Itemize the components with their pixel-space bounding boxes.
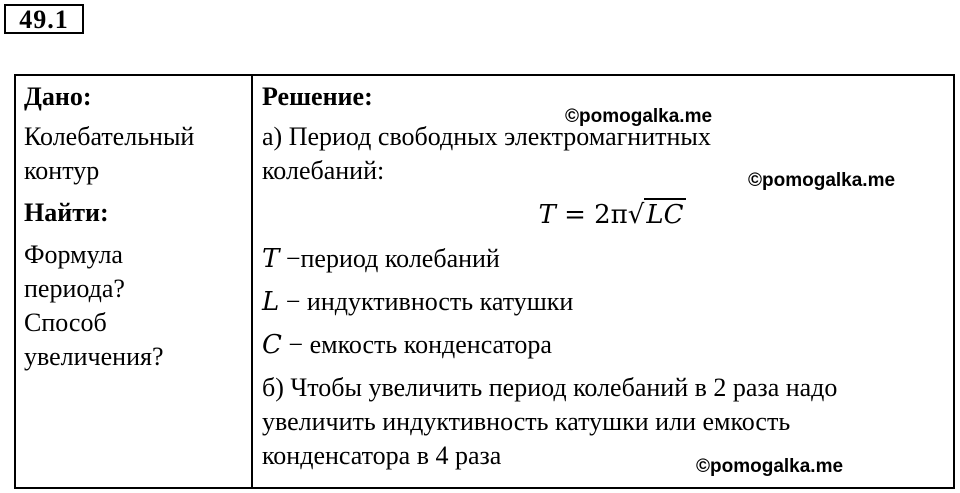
problem-number: 49.1 [4, 4, 84, 34]
def-capacitance [262, 328, 952, 362]
given-line-1: Колебательный [24, 122, 195, 151]
period-formula [262, 198, 952, 232]
part-a-line-1: а) Период свободных электромагнитных [262, 122, 711, 151]
find-line-4: увеличения? [24, 342, 164, 371]
solution-column [262, 76, 952, 473]
find-line-3: Способ [24, 308, 107, 337]
solution-heading: Решение: [262, 82, 373, 111]
find-line-2: периода? [24, 274, 125, 303]
def-C-symbol: C [262, 330, 282, 360]
part-a-line-2: колебаний: [262, 156, 385, 185]
def-T-text: −период колебаний [279, 244, 500, 273]
watermark-3: ©pomogalka.me [696, 456, 844, 477]
def-T-symbol: T [262, 244, 280, 274]
formula-eq: = 2π [555, 200, 628, 230]
sqrt-sign: √ [627, 200, 645, 230]
given-heading: Дано: [24, 82, 92, 111]
def-L-text: − индуктивность катушки [279, 287, 574, 316]
given-line-2: контур [24, 156, 100, 185]
formula-radicand: LC [646, 200, 684, 230]
column-divider [251, 76, 253, 487]
def-L-symbol: L [262, 287, 280, 317]
formula-lhs: T [538, 200, 556, 230]
task-table [14, 74, 955, 489]
find-heading: Найти: [24, 198, 109, 227]
part-b-line-2: увеличить индуктивность катушки или емкость [262, 407, 791, 436]
part-b-line-3: конденсатора в 4 раза [262, 441, 502, 470]
def-inductance [262, 285, 952, 319]
def-period [262, 242, 952, 276]
given-column [24, 76, 246, 374]
watermark-1: ©pomogalka.me [565, 106, 713, 127]
find-line-1: Формула [24, 240, 123, 269]
watermark-2: ©pomogalka.me [748, 170, 896, 191]
part-b-line-1: б) Чтобы увеличить период колебаний в 2 раза надо [262, 373, 838, 402]
def-C-text: − емкость конденсатора [281, 330, 552, 359]
